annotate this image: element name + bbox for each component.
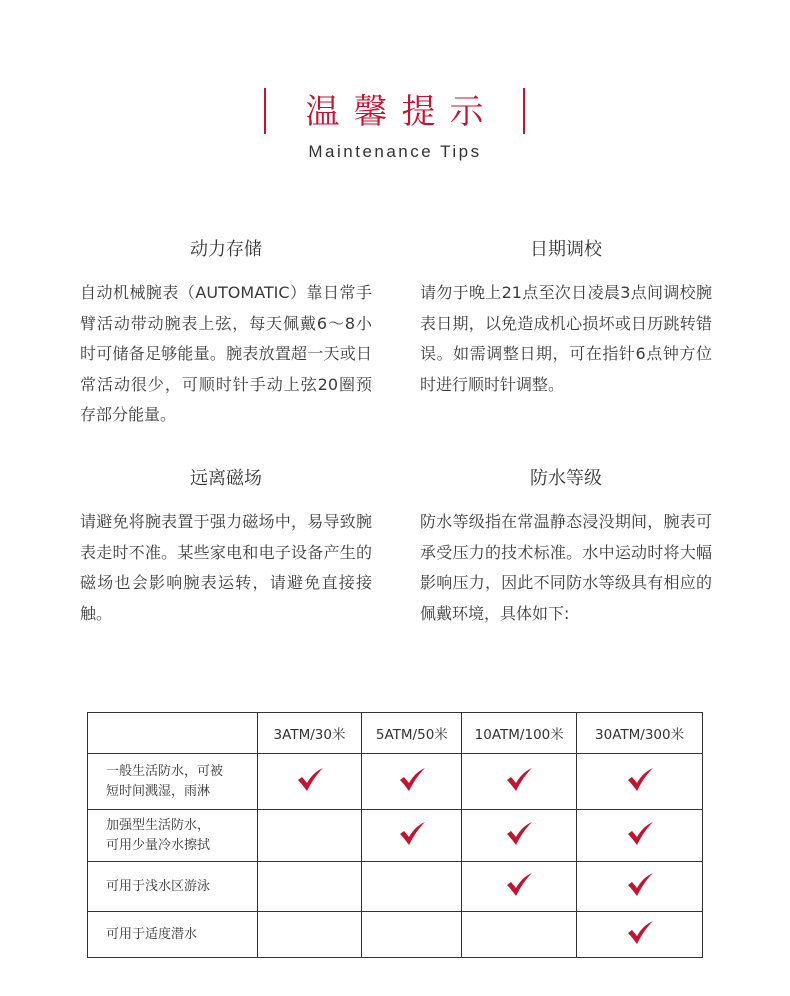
- checkmark-icon: [504, 872, 534, 898]
- section-magnetic-field: [80, 467, 372, 629]
- section-body: 防水等级指在常温静态浸没期间，腕表可承受压力的技术标准。水中运动时将大幅影响压力，因此不同防水等级具有相应的佩戴环境，具体如下:: [420, 512, 712, 623]
- row-label-line: 短时间溅湿，雨淋: [106, 783, 211, 799]
- rating-cell: [257, 862, 362, 912]
- rating-cell: [577, 810, 703, 862]
- row-label: [88, 754, 258, 810]
- title-right-bar: [523, 88, 525, 134]
- checkmark-icon: [504, 821, 534, 847]
- checkmark-icon: [625, 920, 655, 946]
- table-row: [88, 754, 703, 810]
- page-title: 温馨提示: [305, 92, 498, 132]
- section-water-resistance: [420, 467, 712, 629]
- table-header-row: [88, 713, 703, 754]
- section-title: 动力存储: [190, 239, 262, 260]
- rating-cell: [257, 912, 362, 958]
- table-header-cell: 3ATM/30米: [257, 713, 362, 754]
- table-row: [88, 912, 703, 958]
- section-body: 请勿于晚上21点至次日凌晨3点间调校腕表日期，以免造成机心损坏或日历跳转错误。如需调整日期，可在指针6点钟方位时进行顺时针调整。: [420, 283, 712, 394]
- section-body: 请避免将腕表置于强力磁场中，易导致腕表走时不准。某些家电和电子设备产生的磁场也会影响腕表运转，请避免直接接触。: [80, 512, 372, 623]
- rating-cell: [577, 912, 703, 958]
- rating-cell: [362, 810, 462, 862]
- water-resistance-table: [87, 712, 703, 958]
- row-label-line: 加强型生活防水，: [106, 817, 211, 833]
- row-label: [88, 912, 258, 958]
- rating-cell: [462, 754, 577, 810]
- rating-cell: [362, 754, 462, 810]
- table-header-cell: 30ATM/300米: [577, 713, 703, 754]
- checkmark-icon: [625, 821, 655, 847]
- rating-cell: [257, 754, 362, 810]
- checkmark-icon: [625, 872, 655, 898]
- section-title: 日期调校: [530, 239, 602, 260]
- table-header-empty: [88, 713, 258, 754]
- section-title: 防水等级: [530, 468, 602, 489]
- section-power-reserve: [80, 238, 372, 431]
- table-row: [88, 810, 703, 862]
- checkmark-icon: [397, 821, 427, 847]
- rating-cell: [577, 862, 703, 912]
- rating-cell: [257, 810, 362, 862]
- rating-cell: [462, 912, 577, 958]
- rating-cell: [462, 862, 577, 912]
- row-label-line: 一般生活防水，可被: [106, 763, 224, 779]
- rating-cell: [362, 912, 462, 958]
- page-header: [0, 84, 790, 174]
- row-label-line: 可用于浅水区游泳: [106, 878, 211, 894]
- section-title: 远离磁场: [190, 468, 262, 489]
- row-label-line: 可用少量冷水擦拭: [106, 837, 211, 853]
- rating-cell: [577, 754, 703, 810]
- table-header-cell: 5ATM/50米: [362, 713, 462, 754]
- row-label-line: 可用于适度潜水: [106, 926, 198, 942]
- rating-cell: [462, 810, 577, 862]
- table-row: [88, 862, 703, 912]
- checkmark-icon: [504, 767, 534, 793]
- checkmark-icon: [295, 767, 325, 793]
- checkmark-icon: [625, 767, 655, 793]
- section-body: 自动机械腕表（AUTOMATIC）靠日常手臂活动带动腕表上弦，每天佩戴6～8小时可储备足够能量。腕表放置超一天或日常活动很少，可顺时针手动上弦20圈预存部分能量。: [80, 283, 372, 424]
- checkmark-icon: [397, 767, 427, 793]
- page-subtitle: Maintenance Tips: [308, 142, 482, 161]
- row-label: [88, 810, 258, 862]
- row-label: [88, 862, 258, 912]
- rating-cell: [362, 862, 462, 912]
- table-header-cell: 10ATM/100米: [462, 713, 577, 754]
- section-date-setting: [420, 238, 712, 400]
